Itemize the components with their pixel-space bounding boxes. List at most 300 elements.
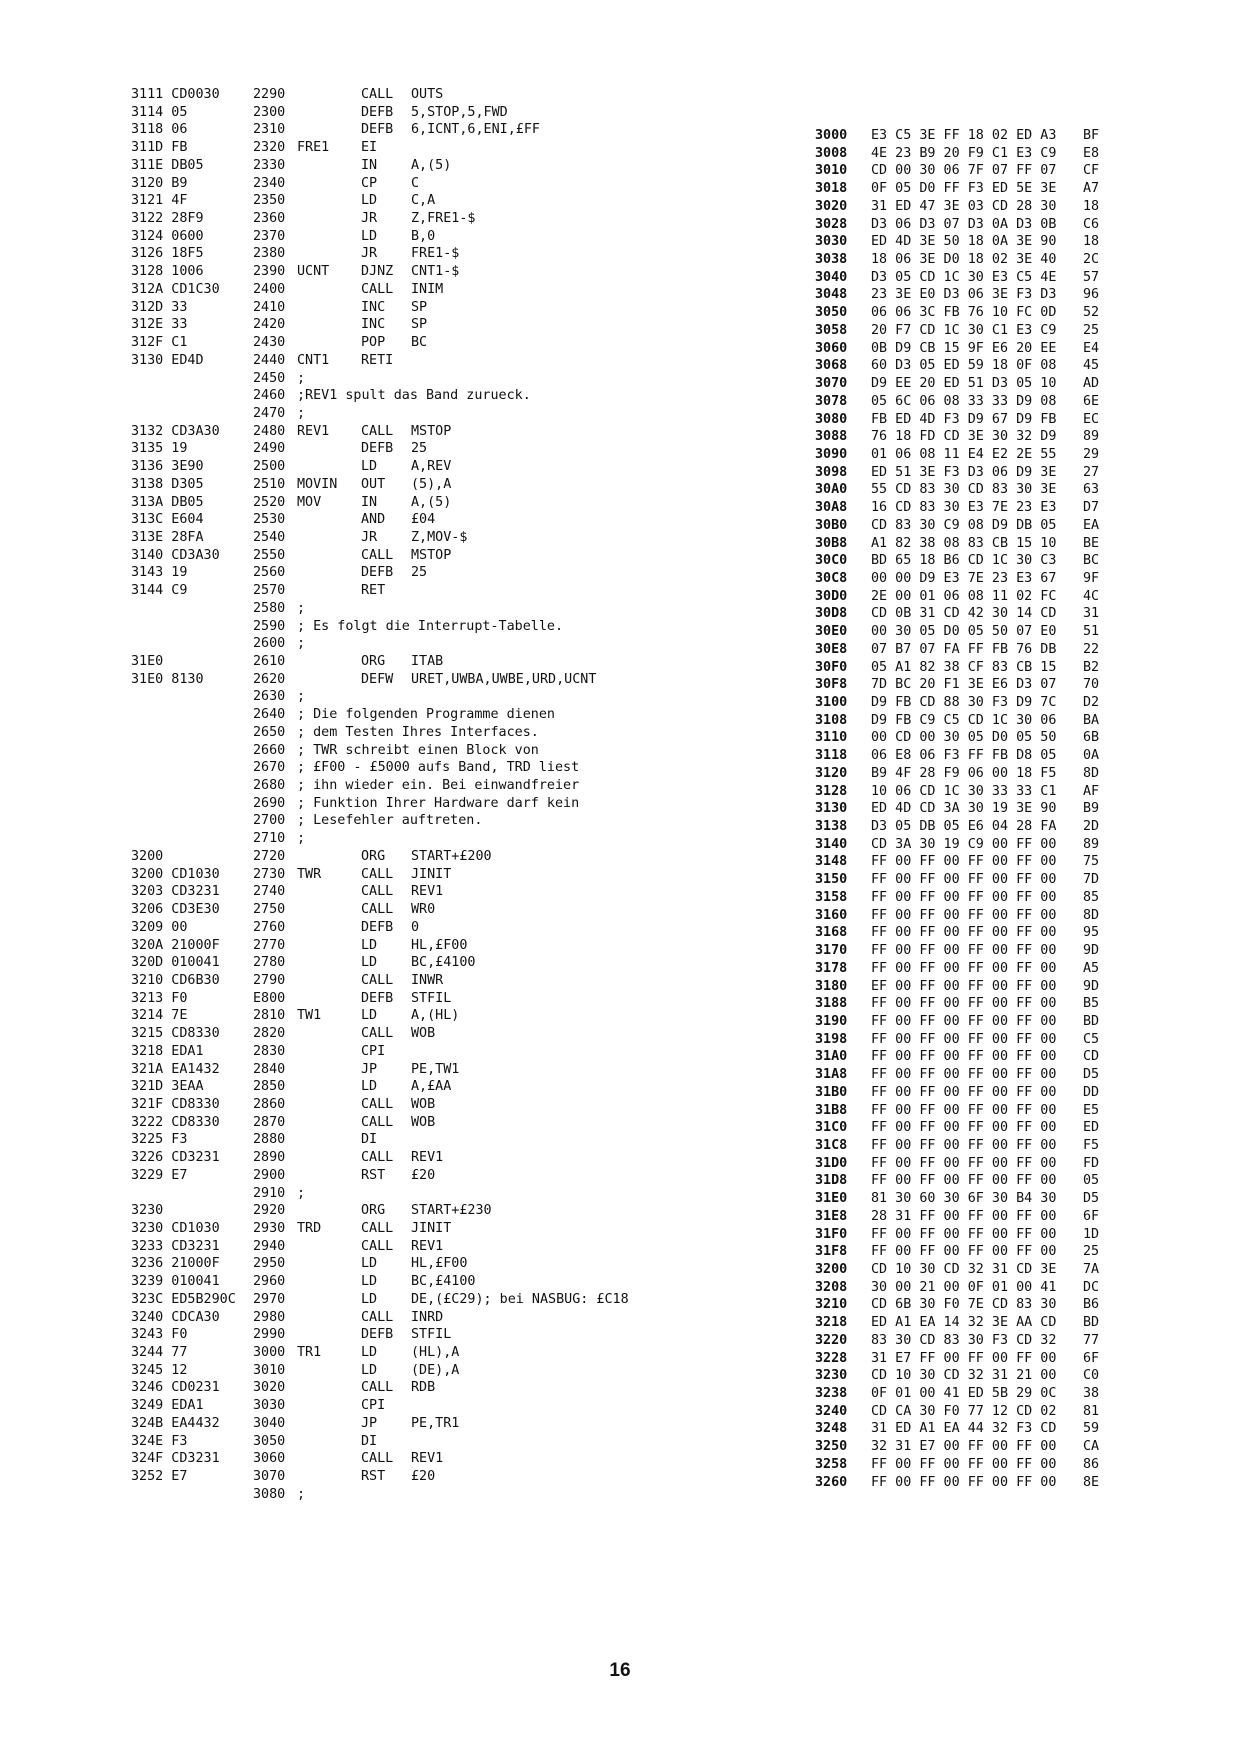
address-code: 3215 CD8330: [131, 1026, 220, 1042]
line-number: 2870: [253, 1114, 286, 1130]
listing-line: [131, 139, 701, 157]
hex-address: 3160: [815, 907, 848, 923]
hex-bytes: 18 06 3E D0 18 02 3E 40: [871, 252, 1057, 268]
operand: WOB: [411, 1026, 436, 1042]
hex-bytes: 31 ED A1 EA 44 32 F3 CD: [871, 1421, 1057, 1437]
hex-row: [815, 800, 1135, 818]
hex-row: [815, 623, 1135, 641]
checksum: EC: [1083, 411, 1100, 427]
mnemonic: RET: [361, 583, 386, 599]
line-number: 2750: [253, 902, 286, 918]
checksum: 95: [1083, 925, 1100, 941]
operand: £20: [411, 1469, 436, 1485]
label: FRE1: [297, 140, 330, 156]
line-number: 2840: [253, 1061, 286, 1077]
line-number: 2300: [253, 104, 286, 120]
hex-address: 3218: [815, 1315, 848, 1331]
listing-line: [131, 1096, 701, 1114]
listing-line: [131, 671, 701, 689]
mnemonic: EI: [361, 140, 378, 156]
hex-row: [815, 1190, 1135, 1208]
listing-line: [131, 387, 701, 405]
mnemonic: DEFB: [361, 565, 394, 581]
hex-address: 3080: [815, 411, 848, 427]
hex-row: [815, 694, 1135, 712]
hex-row: [815, 978, 1135, 996]
listing-line: [131, 635, 701, 653]
hex-address: 31C8: [815, 1137, 848, 1153]
operand: INWR: [411, 972, 444, 988]
listing-line: [131, 1433, 701, 1451]
address-code: 3249 EDA1: [131, 1398, 204, 1414]
address-code: 3111 CD0030: [131, 87, 220, 102]
hex-address: 30A0: [815, 482, 848, 498]
label: TRD: [297, 1221, 322, 1236]
hex-address: 3198: [815, 1031, 848, 1047]
hex-row: [815, 1155, 1135, 1173]
listing-line: [131, 972, 701, 990]
hex-address: 3250: [815, 1439, 848, 1455]
hex-bytes: FF 00 FF 00 FF 00 FF 00: [871, 872, 1057, 888]
hex-bytes: 0F 01 00 41 ED 5B 29 0C: [871, 1386, 1057, 1402]
operand: (5),A: [411, 476, 452, 492]
mnemonic: CALL: [361, 1026, 394, 1042]
hex-bytes: ED 51 3E F3 D3 06 D9 3E: [871, 464, 1057, 480]
listing-line: [131, 192, 701, 210]
hex-address: 3120: [815, 765, 848, 781]
hex-address: 3110: [815, 730, 848, 746]
listing-line: [131, 1415, 701, 1433]
operand: BC: [411, 335, 428, 351]
checksum: 45: [1083, 358, 1100, 374]
checksum: 9D: [1083, 978, 1100, 994]
line-number: 2370: [253, 228, 286, 244]
comment: ;: [297, 636, 306, 652]
operand: 6,ICNT,6,ENI,£FF: [411, 122, 540, 138]
line-number: 2330: [253, 157, 286, 173]
listing-line: [131, 1061, 701, 1079]
checksum: 29: [1083, 446, 1100, 462]
mnemonic: RST: [361, 1167, 386, 1183]
line-number: 3070: [253, 1469, 286, 1485]
hex-bytes: B9 4F 28 F9 06 00 18 F5: [871, 765, 1057, 781]
line-number: 2570: [253, 583, 286, 599]
line-number: 2860: [253, 1096, 286, 1112]
checksum: E4: [1083, 340, 1100, 356]
address-code: 313E 28FA: [131, 529, 204, 545]
line-number: 2530: [253, 512, 286, 528]
operand: JINIT: [411, 1221, 452, 1236]
hex-bytes: CD 3A 30 19 C9 00 FF 00: [871, 836, 1057, 852]
line-number: 2460: [253, 388, 286, 404]
hex-row: [815, 1367, 1135, 1385]
operand: START+£200: [411, 848, 492, 864]
address-code: 3240 CDCA30: [131, 1309, 220, 1325]
checksum: DD: [1083, 1084, 1100, 1100]
operand: 25: [411, 565, 428, 581]
hex-bytes: D3 05 DB 05 E6 04 28 FA: [871, 819, 1057, 835]
comment: ;: [297, 1185, 306, 1201]
hex-row: [815, 1243, 1135, 1261]
address-code: 313A DB05: [131, 494, 204, 510]
operand: Z,MOV-$: [411, 529, 468, 545]
hex-row: [815, 162, 1135, 180]
mnemonic: INC: [361, 317, 386, 333]
hex-bytes: 32 31 E7 00 FF 00 FF 00: [871, 1439, 1057, 1455]
listing-line: [131, 121, 701, 139]
checksum: 2D: [1083, 819, 1100, 835]
line-number: 2470: [253, 405, 286, 421]
mnemonic: CPI: [361, 1043, 386, 1059]
line-number: 2910: [253, 1185, 286, 1201]
checksum: 22: [1083, 641, 1100, 657]
mnemonic: LD: [361, 1008, 378, 1024]
operand: START+£230: [411, 1203, 492, 1219]
hex-row: [815, 216, 1135, 234]
operand: BC,£4100: [411, 1274, 476, 1290]
checksum: C0: [1083, 1368, 1100, 1384]
line-number: 2650: [253, 724, 286, 740]
mnemonic: LD: [361, 955, 378, 971]
listing-line: [131, 1220, 701, 1238]
hex-address: 3138: [815, 819, 848, 835]
label: TWR: [297, 866, 322, 882]
checksum: 89: [1083, 429, 1100, 445]
listing-line: [131, 688, 701, 706]
line-number: 2820: [253, 1026, 286, 1042]
mnemonic: CALL: [361, 1238, 394, 1254]
listing-line: [131, 281, 701, 299]
hex-bytes: FF 00 FF 00 FF 00 FF 00: [871, 889, 1057, 905]
hex-bytes: 00 00 D9 E3 7E 23 E3 67: [871, 570, 1057, 586]
listing-line: [131, 1025, 701, 1043]
hex-row: [815, 357, 1135, 375]
hex-row: [815, 605, 1135, 623]
listing-line: [131, 299, 701, 317]
operand: RDB: [411, 1380, 436, 1396]
listing-line: [131, 600, 701, 618]
operand: BC,£4100: [411, 955, 476, 971]
hex-address: 3048: [815, 287, 848, 303]
hex-bytes: FF 00 FF 00 FF 00 FF 00: [871, 1120, 1057, 1136]
hex-address: 3200: [815, 1262, 848, 1277]
checksum: 6E: [1083, 393, 1100, 409]
hex-bytes: FF 00 FF 00 FF 00 FF 00: [871, 925, 1057, 941]
hex-address: 3008: [815, 145, 848, 161]
checksum: 86: [1083, 1456, 1100, 1472]
operand: A,REV: [411, 459, 452, 475]
page-number: 16: [609, 1660, 631, 1681]
address-code: 3225 F3: [131, 1132, 188, 1148]
checksum: FD: [1083, 1155, 1100, 1171]
line-number: 2640: [253, 707, 286, 723]
listing-line: [131, 901, 701, 919]
hex-row: [815, 1474, 1135, 1492]
listing-line: [131, 86, 701, 104]
listing-line: [131, 1468, 701, 1486]
listing-line: [131, 157, 701, 175]
hex-row: [815, 127, 1135, 145]
checksum: 18: [1083, 198, 1100, 214]
operand: SP: [411, 299, 428, 315]
address-code: 324B EA4432: [131, 1415, 220, 1431]
listing-line: [131, 618, 701, 636]
listing-line: [131, 458, 701, 476]
checksum: A7: [1083, 181, 1100, 197]
listing-line: [131, 104, 701, 122]
hex-row: [815, 517, 1135, 535]
mnemonic: DEFB: [361, 919, 394, 935]
mnemonic: ORG: [361, 1203, 386, 1219]
hex-row: [815, 1314, 1135, 1332]
checksum: 9D: [1083, 943, 1100, 959]
operand: JINIT: [411, 866, 452, 882]
hex-address: 31F8: [815, 1244, 848, 1260]
hex-bytes: 16 CD 83 30 E3 7E 23 E3: [871, 500, 1057, 516]
checksum: F5: [1083, 1137, 1100, 1153]
hex-row: [815, 1456, 1135, 1474]
hex-bytes: FF 00 FF 00 FF 00 FF 00: [871, 996, 1057, 1012]
hex-dump: [815, 127, 1135, 1491]
hex-row: [815, 464, 1135, 482]
comment: ;REV1 spult das Band zurueck.: [297, 388, 531, 404]
hex-address: 31B8: [815, 1102, 848, 1118]
operand: A,£AA: [411, 1079, 452, 1095]
operand: PE,TW1: [411, 1061, 460, 1077]
line-number: 2940: [253, 1238, 286, 1254]
listing-line: [131, 1238, 701, 1256]
hex-row: [815, 853, 1135, 871]
line-number: 3030: [253, 1398, 286, 1414]
mnemonic: CALL: [361, 1150, 394, 1166]
listing-line: [131, 263, 701, 281]
line-number: 2660: [253, 742, 286, 758]
hex-bytes: EF 00 FF 00 FF 00 FF 00: [871, 978, 1057, 994]
address-code: 3203 CD3231: [131, 884, 220, 900]
hex-row: [815, 1137, 1135, 1155]
listing-line: [131, 529, 701, 547]
checksum: 8D: [1083, 907, 1100, 923]
mnemonic: LD: [361, 1256, 378, 1272]
line-number: 2410: [253, 299, 286, 315]
checksum: 81: [1083, 1403, 1100, 1419]
hex-row: [815, 428, 1135, 446]
address-code: 3122 28F9: [131, 211, 204, 227]
hex-address: 30F0: [815, 659, 848, 675]
hex-address: 3248: [815, 1421, 848, 1437]
hex-bytes: FF 00 FF 00 FF 00 FF 00: [871, 1173, 1057, 1189]
hex-address: 3108: [815, 712, 848, 728]
label: TR1: [297, 1345, 322, 1361]
listing-line: [131, 777, 701, 795]
hex-bytes: 01 06 08 11 E4 E2 2E 55: [871, 446, 1057, 462]
operand: (HL),A: [411, 1345, 460, 1361]
line-number: 2920: [253, 1203, 286, 1219]
listing-line: [131, 1309, 701, 1327]
hex-address: 30D0: [815, 588, 848, 604]
listing-line: [131, 1450, 701, 1468]
listing-line: [131, 370, 701, 388]
listing-line: [131, 1202, 701, 1220]
checksum: DC: [1083, 1279, 1100, 1295]
mnemonic: AND: [361, 512, 386, 528]
operand: ITAB: [411, 654, 444, 669]
checksum: E8: [1083, 145, 1100, 161]
hex-bytes: D3 06 D3 07 D3 0A D3 0B: [871, 216, 1057, 232]
line-number: 3040: [253, 1415, 286, 1431]
listing-line: [131, 1273, 701, 1291]
operand: HL,£F00: [411, 937, 468, 953]
line-number: 2310: [253, 122, 286, 138]
hex-bytes: CD 10 30 CD 32 31 CD 3E: [871, 1262, 1057, 1277]
hex-address: 3150: [815, 872, 848, 888]
checksum: 4C: [1083, 588, 1100, 604]
listing-line: [131, 547, 701, 565]
hex-row: [815, 411, 1135, 429]
hex-bytes: 06 E8 06 F3 FF FB D8 05: [871, 748, 1057, 764]
line-number: 2830: [253, 1043, 286, 1059]
mnemonic: JP: [361, 1415, 378, 1431]
hex-row: [815, 924, 1135, 942]
hex-address: 3090: [815, 446, 848, 462]
hex-row: [815, 1172, 1135, 1190]
operand: CNT1-$: [411, 264, 460, 280]
hex-row: [815, 1438, 1135, 1456]
line-number: 3010: [253, 1362, 286, 1378]
mnemonic: LD: [361, 193, 378, 209]
address-code: 3243 F0: [131, 1327, 188, 1343]
label: CNT1: [297, 352, 330, 368]
checksum: 18: [1083, 234, 1100, 250]
assembler-listing: [131, 86, 701, 1504]
hex-address: 3140: [815, 836, 848, 852]
hex-row: [815, 393, 1135, 411]
comment: ; dem Testen Ihres Interfaces.: [297, 724, 539, 740]
hex-bytes: 00 CD 00 30 05 D0 05 50: [871, 730, 1057, 746]
checksum: 70: [1083, 677, 1100, 693]
hex-bytes: FF 00 FF 00 FF 00 FF 00: [871, 1102, 1057, 1118]
checksum: D7: [1083, 500, 1100, 516]
hex-row: [815, 747, 1135, 765]
mnemonic: DEFB: [361, 441, 394, 457]
operand: OUTS: [411, 87, 444, 102]
address-code: 312E 33: [131, 317, 188, 333]
line-number: 2590: [253, 618, 286, 634]
hex-address: 3060: [815, 340, 848, 356]
checksum: BA: [1083, 712, 1100, 728]
hex-address: 30D8: [815, 606, 848, 622]
listing-line: [131, 866, 701, 884]
hex-bytes: 76 18 FD CD 3E 30 32 D9: [871, 429, 1057, 445]
hex-row: [815, 180, 1135, 198]
address-code: 321A EA1432: [131, 1061, 220, 1077]
hex-bytes: 06 06 3C FB 76 10 FC 0D: [871, 305, 1057, 321]
checksum: 63: [1083, 482, 1100, 498]
line-number: 2450: [253, 370, 286, 386]
listing-line: [131, 440, 701, 458]
listing-line: [131, 724, 701, 742]
hex-bytes: D3 05 CD 1C 30 E3 C5 4E: [871, 269, 1057, 285]
checksum: B2: [1083, 659, 1100, 675]
listing-line: [131, 990, 701, 1008]
address-code: 320D 010041: [131, 955, 220, 971]
listing-line: [131, 1078, 701, 1096]
hex-row: [815, 233, 1135, 251]
hex-address: 30B0: [815, 517, 848, 533]
hex-bytes: A1 82 38 08 83 CB 15 10: [871, 535, 1057, 551]
listing-line: [131, 405, 701, 423]
listing-line: [131, 1185, 701, 1203]
mnemonic: CALL: [361, 87, 394, 102]
hex-row: [815, 1208, 1135, 1226]
hex-bytes: 20 F7 CD 1C 30 C1 E3 C9: [871, 322, 1057, 338]
line-number: 2380: [253, 246, 286, 262]
mnemonic: DJNZ: [361, 264, 394, 280]
operand: REV1: [411, 1451, 444, 1467]
line-number: 2360: [253, 211, 286, 227]
listing-line: [131, 1486, 701, 1504]
comment: ; Es folgt die Interrupt-Tabelle.: [297, 618, 564, 634]
hex-row: [815, 783, 1135, 801]
checksum: BF: [1083, 128, 1100, 143]
address-code: 3209 00: [131, 919, 188, 935]
hex-bytes: FF 00 FF 00 FF 00 FF 00: [871, 1049, 1057, 1065]
line-number: 3050: [253, 1433, 286, 1449]
operand: MSTOP: [411, 547, 452, 563]
hex-row: [815, 446, 1135, 464]
checksum: 1D: [1083, 1226, 1100, 1242]
checksum: C5: [1083, 1031, 1100, 1047]
hex-bytes: CD 0B 31 CD 42 30 14 CD: [871, 606, 1057, 622]
hex-bytes: FF 00 FF 00 FF 00 FF 00: [871, 854, 1057, 870]
line-number: 2600: [253, 636, 286, 652]
mnemonic: LD: [361, 937, 378, 953]
checksum: 75: [1083, 854, 1100, 870]
address-code: 312F C1: [131, 335, 188, 351]
mnemonic: LD: [361, 1345, 378, 1361]
hex-bytes: 31 E7 FF 00 FF 00 FF 00: [871, 1350, 1057, 1366]
hex-row: [815, 340, 1135, 358]
address-code: 3230: [131, 1203, 164, 1219]
listing-line: [131, 494, 701, 512]
operand: WOB: [411, 1096, 436, 1112]
hex-address: 3040: [815, 269, 848, 285]
operand: £04: [411, 512, 436, 528]
hex-row: [815, 1013, 1135, 1031]
hex-row: [815, 960, 1135, 978]
hex-bytes: CD 6B 30 F0 7E CD 83 30: [871, 1297, 1057, 1313]
mnemonic: INC: [361, 299, 386, 315]
mnemonic: DEFB: [361, 1327, 394, 1343]
label: REV1: [297, 423, 330, 439]
hex-row: [815, 765, 1135, 783]
hex-bytes: 07 B7 07 FA FF FB 76 DB: [871, 641, 1057, 657]
operand: MSTOP: [411, 423, 452, 439]
address-code: 3124 0600: [131, 228, 204, 244]
mnemonic: DEFB: [361, 990, 394, 1006]
hex-bytes: FF 00 FF 00 FF 00 FF 00: [871, 1013, 1057, 1029]
address-code: 3244 77: [131, 1345, 188, 1361]
hex-bytes: 31 ED 47 3E 03 CD 28 30: [871, 198, 1057, 214]
listing-line: [131, 1362, 701, 1380]
hex-address: 3020: [815, 198, 848, 214]
checksum: 0A: [1083, 748, 1100, 764]
listing-line: [131, 954, 701, 972]
hex-row: [815, 570, 1135, 588]
address-code: 3214 7E: [131, 1008, 188, 1024]
checksum: 8E: [1083, 1474, 1100, 1490]
hex-row: [815, 889, 1135, 907]
